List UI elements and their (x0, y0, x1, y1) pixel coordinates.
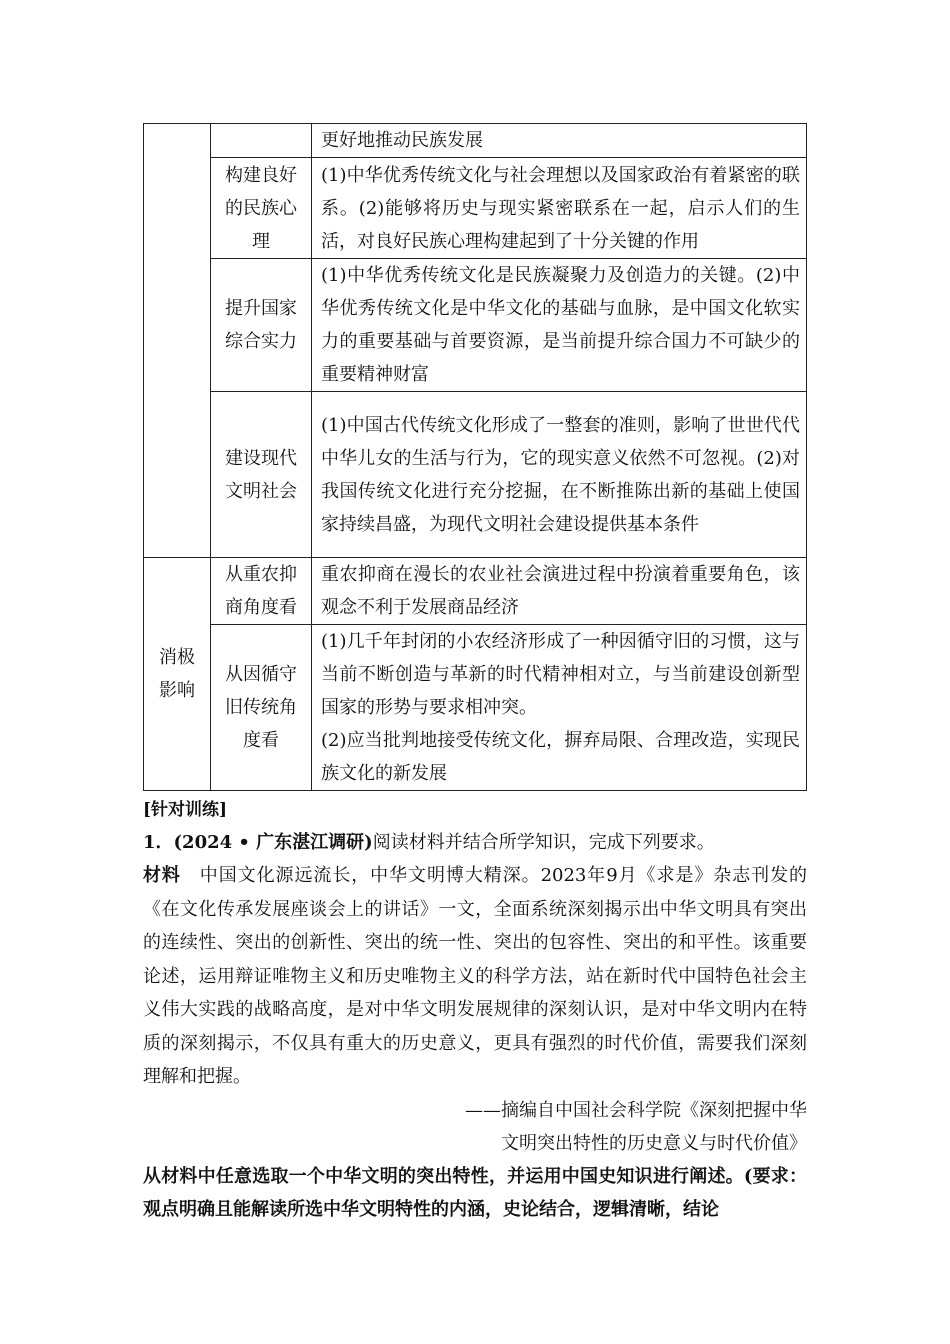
detail-cell (312, 124, 807, 158)
material-source-line2: 文明突出特性的历史意义与时代价值》 (501, 1132, 807, 1154)
detail-text: (1)中华优秀传统文化是民族凝聚力及创造力的关键。(2)中华优秀传统文化是中华文化的基础与血脉，是中国文化软实力的重要基础与首要资源，是当前提升综合国力不可缺少的重要精神财富 (321, 265, 800, 385)
detail-text: (1)中华优秀传统文化与社会理想以及国家政治有着紧密的联系。(2)能够将历史与现实紧密联系在一起，启示人们的生活，对良好民族心理构建起到了十分关键的作用 (321, 164, 800, 252)
aspect-cell (211, 259, 312, 392)
positive-category-cell (144, 124, 211, 558)
detail-text: 更好地推动民族发展 (321, 130, 483, 151)
material-text: 中国文化源远流长，中华文明博大精深。2023年9月《求是》杂志刊发的《在文化传承发展座谈会上的讲话》一文，全面系统深刻揭示出中华文明具有突出的连续性、突出的创新性、突出的统一性、突出的包容性、突出的和平性。该重要论述，运用辩证唯物主义和历史唯物主义的科学方法，站在新时代中国特色社会主义伟大实践的战略高度，是对中华文明发展规律的深刻认识，是对中华文明内在特质的深刻揭示，不仅具有重大的历史意义，更具有强烈的时代价值，需要我们深刻理解和把握。 (143, 865, 808, 1087)
question-source: (2024 • 广东湛江调研) (173, 832, 373, 853)
requirement-text: 从材料中任意选取一个中华文明的突出特性，并运用中国史知识进行阐述。(要求：观点明确且能解读所选中华文明特性的内涵，史论结合，逻辑清晰，结论 (143, 1165, 807, 1220)
question-number: 1． (143, 832, 174, 853)
table-row (144, 625, 807, 791)
table-row (144, 158, 807, 259)
negative-category-cell (144, 558, 211, 791)
aspect-cell (211, 124, 312, 158)
aspect-cell (211, 625, 312, 791)
category-label: 消极影响 (159, 647, 195, 701)
material-label: 材料 (143, 865, 181, 886)
aspect-label: 从重农抑商角度看 (225, 564, 297, 618)
aspect-label: 提升国家综合实力 (225, 298, 297, 352)
aspect-label: 建设现代文明社会 (225, 447, 297, 502)
table-row (144, 259, 807, 392)
detail-cell (312, 625, 807, 791)
aspect-cell (211, 558, 312, 625)
question-text: 阅读材料并结合所学知识，完成下列要求。 (372, 832, 715, 853)
detail-text: (1)几千年封闭的小农经济形成了一种因循守旧的习惯，这与当前不断创造与革新的时代精神相对立，与当前建设创新型国家的形势与要求相冲突。 (321, 631, 800, 718)
material-paragraph (143, 859, 807, 1094)
detail-cell (312, 158, 807, 259)
aspect-cell (211, 158, 312, 259)
requirement-paragraph (143, 1160, 807, 1226)
detail-cell (312, 259, 807, 392)
table-row (144, 392, 807, 558)
detail-text-2: (2)应当批判地接受传统文化，摒弃局限、合理改造，实现民族文化的新发展 (321, 730, 800, 784)
table-row (144, 558, 807, 625)
question-line (143, 826, 807, 859)
detail-cell (312, 558, 807, 625)
detail-cell (312, 392, 807, 558)
detail-text: 重农抑商在漫长的农业社会演进过程中扮演着重要角色，该观念不利于发展商品经济 (321, 564, 800, 618)
aspect-label: 从因循守旧传统角度看 (225, 664, 297, 751)
detail-text: (1)中国古代传统文化形成了一整套的准则，影响了世世代代中华儿女的生活与行为，它的现实意义依然不可忽视。(2)对我国传统文化进行充分挖掘，在不断推陈出新的基础上使国家持续昌盛，为现代文明社会建设提供基本条件 (321, 414, 800, 535)
page-content (143, 123, 807, 1226)
material-source-line1: ——摘编自中国社会科学院《深刻把握中华 (465, 1099, 807, 1121)
aspect-cell (211, 392, 312, 558)
table-row (144, 124, 807, 158)
section-heading: [针对训练] (143, 800, 228, 820)
influence-table (143, 123, 807, 791)
aspect-label: 构建良好的民族心理 (225, 164, 297, 252)
